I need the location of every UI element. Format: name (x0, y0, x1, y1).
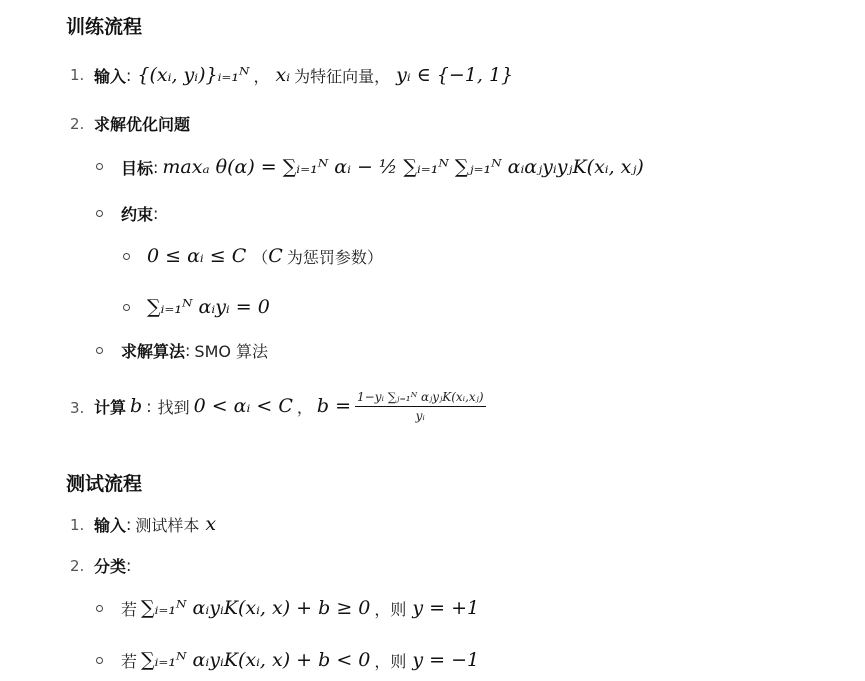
algorithm-label: 求解算法 (121, 341, 186, 361)
rule-negative-row (121, 644, 479, 676)
training-item-3-sep: : (146, 396, 152, 416)
training-item-3-number: 3. (70, 399, 85, 417)
constraint-1-math-c: C (268, 245, 283, 267)
objective-math: maxₐ θ(α) = ∑ᵢ₌₁ᴺ αᵢ − ½ ∑ᵢ₌₁ᴺ ∑ⱼ₌₁ᴺ αᵢαⱼyᵢyⱼK(xᵢ, xⱼ) (162, 156, 644, 178)
bullet-rule-positive (96, 605, 103, 612)
bullet-rule-negative (96, 657, 103, 664)
algorithm-row (121, 337, 268, 363)
training-item-1-number: 1. (70, 66, 85, 84)
training-item-1-label: 输入 (94, 66, 127, 86)
constraint-1-row (147, 241, 383, 271)
training-item-3-math-b: b = (316, 395, 352, 417)
objective-sep: : (153, 157, 159, 177)
testing-item-2-number: 2. (70, 557, 85, 575)
training-item-3-label: 计算 (94, 397, 127, 417)
training-item-2-number: 2. (70, 115, 85, 133)
rule-positive-result: y = +1 (412, 597, 480, 619)
testing-item-1-sep: : (126, 514, 132, 534)
testing-item-1 (94, 511, 216, 537)
training-item-1 (94, 60, 513, 90)
training-item-3-comma: ， (296, 397, 313, 417)
rule-negative-if: 若 (121, 651, 138, 671)
testing-item-1-math: x (205, 513, 217, 535)
training-item-1-math-dataset: {(xᵢ, yᵢ)}ᵢ₌₁ᴺ (137, 64, 250, 86)
testing-item-2-sep: : (126, 555, 132, 575)
training-item-2-label: 求解优化问题 (94, 114, 191, 134)
rule-positive-then: ，则 (374, 599, 407, 619)
bullet-constraints (96, 210, 103, 217)
b-fraction (355, 390, 486, 423)
rule-positive-if: 若 (121, 599, 138, 619)
constraints-row (121, 200, 158, 226)
rule-positive-row (121, 592, 479, 624)
testing-item-2-label: 分类 (94, 556, 127, 576)
algorithm-sep: : (185, 340, 191, 360)
objective-label: 目标 (121, 158, 154, 178)
rule-positive-condition: ∑ᵢ₌₁ᴺ αᵢyᵢK(xᵢ, x) + b ≥ 0 (141, 597, 371, 619)
algorithm-text: SMO 算法 (194, 341, 269, 361)
testing-item-2 (94, 552, 131, 578)
rule-negative-condition: ∑ᵢ₌₁ᴺ αᵢyᵢK(xᵢ, x) + b < 0 (141, 649, 371, 671)
constraints-label: 约束 (121, 204, 154, 224)
constraints-sep: : (153, 203, 159, 223)
bullet-objective (96, 163, 103, 170)
training-item-1-math-y: yᵢ ∈ {−1, 1} (396, 64, 514, 86)
constraint-1-paren-open: （ (252, 247, 269, 267)
training-item-3-math-range: 0 < αᵢ < C (193, 395, 293, 417)
bullet-constraint-2 (123, 304, 130, 311)
rule-negative-then: ，则 (374, 651, 407, 671)
constraint-1-math: 0 ≤ αᵢ ≤ C (147, 245, 247, 267)
testing-item-1-number: 1. (70, 516, 85, 534)
constraint-2-math: ∑ᵢ₌₁ᴺ αᵢyᵢ = 0 (147, 296, 270, 318)
b-fraction-numerator: 1−yᵢ ∑ⱼ₌₁ᴺ αⱼyⱼK(xᵢ,xⱼ) (355, 390, 486, 407)
constraint-2-row (147, 291, 270, 323)
testing-item-1-label: 输入 (94, 515, 127, 535)
testing-item-1-text: 测试样本 (135, 515, 200, 535)
training-item-3-text-find: 找到 (157, 397, 190, 417)
training-item-1-text-feature: 为特征向量， (294, 66, 391, 86)
constraint-1-text: 为惩罚参数） (286, 247, 383, 267)
objective-row (121, 152, 644, 182)
bullet-constraint-1 (123, 253, 130, 260)
training-item-1-comma: ， (253, 66, 270, 86)
rule-negative-result: y = −1 (412, 649, 480, 671)
training-section-title: 训练流程 (66, 16, 143, 38)
bullet-algorithm (96, 347, 103, 354)
testing-section-title: 测试流程 (66, 473, 143, 495)
training-item-3-label-math: b (130, 395, 143, 417)
training-item-2 (94, 110, 190, 136)
training-item-3 (94, 383, 486, 429)
training-item-1-sep: : (126, 65, 132, 85)
b-fraction-denominator: yᵢ (415, 408, 425, 423)
training-item-1-math-x: xᵢ (275, 64, 291, 86)
